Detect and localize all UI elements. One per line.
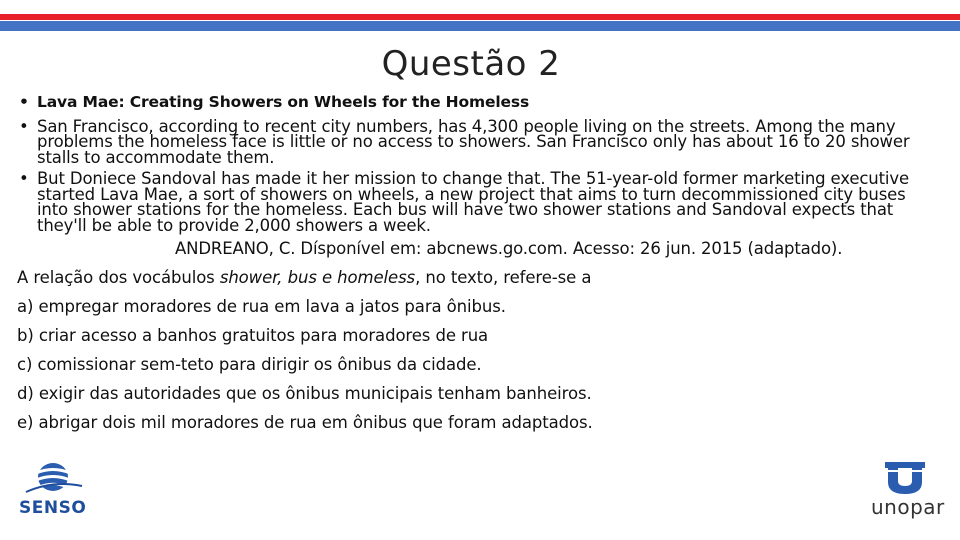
unopar-logo-text: unopar <box>871 495 945 519</box>
answer-option-b[interactable]: b) criar acesso a banhos gratuitos para moradores de rua <box>17 326 489 345</box>
bullet-text: But Doniece Sandoval has made it her mission to change that. The 51-year-old former marketing executive started Lava Mae, a sort of showers on wheels, a new project that aims to turn decommissioned city buses into shower stations for the homeless. Each bus will have two shower stations and Sandoval expects that they'll be able to provide 2,000 showers a week. <box>37 169 909 235</box>
answer-option-c[interactable]: c) comissionar sem-teto para dirigir os ônibus da cidade. <box>17 355 482 374</box>
question-terms: shower, bus e homeless <box>219 268 416 287</box>
question-suffix: , no texto, refere-se a <box>415 268 592 287</box>
slide-title: Questão 2 <box>381 44 561 84</box>
bullet-dot: • <box>19 93 29 111</box>
bullet-dot: • <box>19 169 29 188</box>
bullet-text: Lava Mae: Creating Showers on Wheels for the Homeless <box>37 93 530 111</box>
top-accent-red-bar <box>0 14 960 20</box>
bullet-text: San Francisco, according to recent city numbers, has 4,300 people living on the streets. Among the many problems the homeless face is little or no access to showers. San Francisco only has about 16 to 20 shower stalls to accommodate them. <box>37 116 910 167</box>
unopar-u-logo-icon <box>884 461 926 495</box>
bullet-item <box>17 116 937 167</box>
answer-option-d[interactable]: d) exigir das autoridades que os ônibus municipais tenham banheiros. <box>17 384 592 403</box>
answer-option-a[interactable]: a) empregar moradores de rua em lava a jatos para ônibus. <box>17 297 506 316</box>
question-prefix: A relação dos vocábulos <box>17 268 220 287</box>
senso-logo-text: SENSO <box>19 498 87 518</box>
question-stem <box>17 268 937 288</box>
slide-content <box>17 95 937 433</box>
bullet-item <box>17 95 937 111</box>
top-accent-blue-bar <box>0 21 960 31</box>
answer-option-e[interactable]: e) abrigar dois mil moradores de rua em ônibus que foram adaptados. <box>17 413 593 432</box>
source-citation: ANDREANO, C. Dísponível em: abcnews.go.com. Acesso: 26 jun. 2015 (adaptado). <box>175 239 843 258</box>
bullet-dot: • <box>19 116 29 136</box>
bullet-list <box>17 95 937 233</box>
bullet-item <box>17 171 937 233</box>
